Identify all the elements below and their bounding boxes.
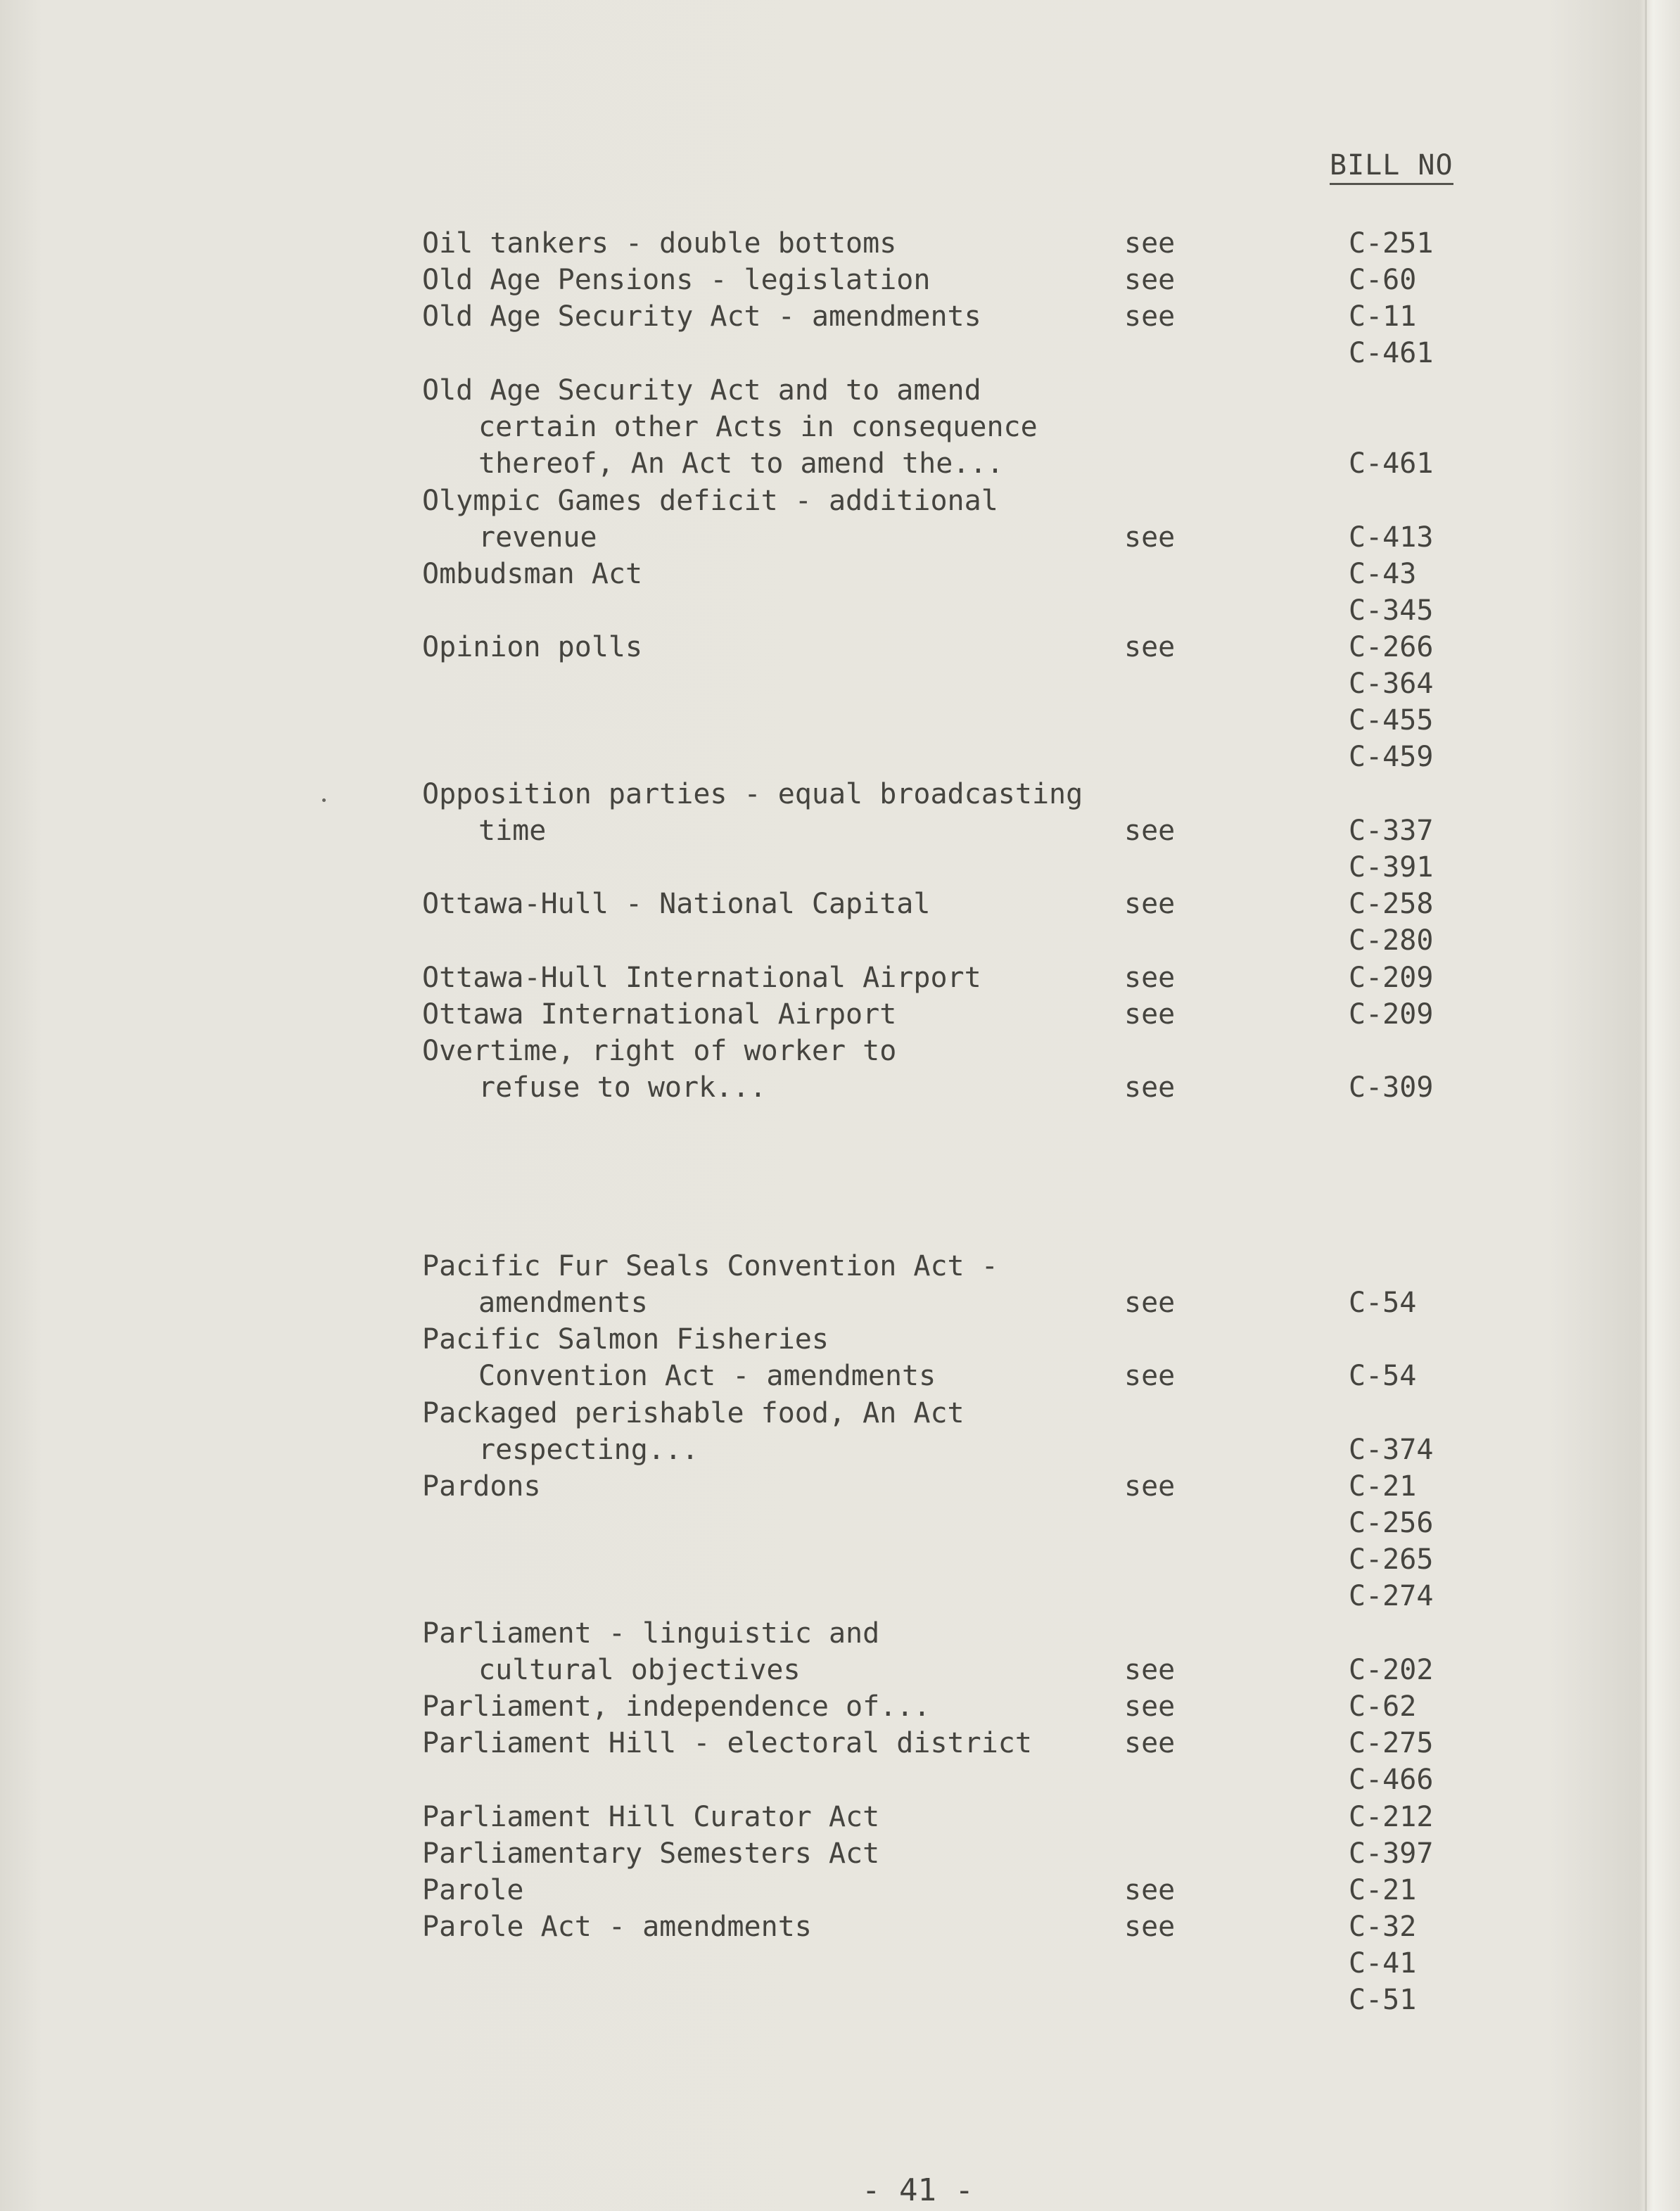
- index-entry: [0, 665, 1680, 702]
- entry-bill-number: C-461: [1349, 337, 1434, 369]
- entry-see-reference: see: [1124, 888, 1176, 920]
- entry-bill-number: C-274: [1349, 1580, 1434, 1612]
- index-entry: [0, 739, 1680, 775]
- index-entry: [0, 262, 1680, 298]
- entry-subject: Olympic Games deficit - additional: [422, 485, 998, 517]
- entry-bill-number: C-251: [1349, 227, 1434, 260]
- entry-subject: amendments: [478, 1287, 648, 1319]
- entry-see-reference: see: [1124, 1071, 1176, 1104]
- index-entry: [0, 1395, 1680, 1432]
- entry-bill-number: C-455: [1349, 704, 1434, 737]
- index-entry: [0, 1725, 1680, 1761]
- index-entry: [0, 1835, 1680, 1872]
- index-entry: [0, 1945, 1680, 1982]
- index-entry: [0, 225, 1680, 262]
- entry-see-reference: see: [1124, 631, 1176, 663]
- index-entry: [0, 1468, 1680, 1505]
- entry-subject: Ombudsman Act: [422, 558, 643, 590]
- entry-see-reference: see: [1124, 1874, 1176, 1906]
- entry-bill-number: C-209: [1349, 998, 1434, 1031]
- entry-subject: Old Age Pensions - legislation: [422, 264, 931, 296]
- index-entry: [0, 776, 1680, 813]
- entry-bill-number: C-413: [1349, 521, 1434, 554]
- entry-bill-number: C-391: [1349, 851, 1434, 884]
- entry-see-reference: see: [1124, 1470, 1176, 1503]
- entry-subject: Ottawa International Airport: [422, 998, 897, 1031]
- entry-see-reference: see: [1124, 1287, 1176, 1319]
- entry-bill-number: C-32: [1349, 1911, 1417, 1943]
- index-entry: [0, 1799, 1680, 1835]
- entry-see-reference: see: [1124, 264, 1176, 296]
- entry-bill-number: C-54: [1349, 1287, 1417, 1319]
- entry-see-reference: see: [1124, 1654, 1176, 1686]
- entry-bill-number: C-461: [1349, 447, 1434, 480]
- entry-bill-number: C-202: [1349, 1654, 1434, 1686]
- entry-bill-number: C-43: [1349, 558, 1417, 590]
- index-entry: [0, 1033, 1680, 1069]
- entry-subject: Opinion polls: [422, 631, 643, 663]
- entry-bill-number: C-275: [1349, 1727, 1434, 1759]
- entry-bill-number: C-397: [1349, 1837, 1434, 1870]
- index-entry: [0, 1321, 1680, 1358]
- entry-subject: Parliament Hill Curator Act: [422, 1801, 880, 1833]
- entry-subject: Parliament - linguistic and: [422, 1617, 880, 1650]
- entry-bill-number: C-256: [1349, 1507, 1434, 1539]
- entry-subject: Parole Act - amendments: [422, 1911, 812, 1943]
- entry-subject: Packaged perishable food, An Act: [422, 1397, 965, 1429]
- entry-bill-number: C-364: [1349, 668, 1434, 700]
- entry-subject: cultural objectives: [478, 1654, 801, 1686]
- entry-bill-number: C-309: [1349, 1071, 1434, 1104]
- entry-subject: certain other Acts in consequence: [478, 411, 1038, 443]
- entry-subject: Old Age Security Act and to amend: [422, 374, 981, 407]
- entry-bill-number: C-266: [1349, 631, 1434, 663]
- entry-see-reference: see: [1124, 300, 1176, 333]
- page-number: - 41 -: [862, 2172, 974, 2208]
- entry-subject: Pacific Fur Seals Convention Act -: [422, 1250, 998, 1282]
- entry-see-reference: see: [1124, 815, 1176, 847]
- index-entry: [0, 372, 1680, 409]
- index-entry: [0, 1541, 1680, 1578]
- entry-bill-number: C-209: [1349, 962, 1434, 994]
- index-entry: [0, 519, 1680, 556]
- entry-bill-number: C-258: [1349, 888, 1434, 920]
- index-entry: [0, 335, 1680, 371]
- index-entry: [0, 445, 1680, 482]
- entry-see-reference: see: [1124, 1727, 1176, 1759]
- index-entry: [0, 298, 1680, 335]
- index-entry: [0, 592, 1680, 629]
- index-entry: [0, 960, 1680, 996]
- index-entry: [0, 1248, 1680, 1285]
- entry-subject: Parliament Hill - electoral district: [422, 1727, 1032, 1759]
- entry-bill-number: C-466: [1349, 1764, 1434, 1796]
- index-entry: [0, 1432, 1680, 1468]
- entry-subject: Oil tankers - double bottoms: [422, 227, 897, 260]
- entry-bill-number: C-345: [1349, 594, 1434, 627]
- entry-bill-number: C-11: [1349, 300, 1417, 333]
- entry-bill-number: C-280: [1349, 924, 1434, 957]
- entry-subject: Parliament, independence of...: [422, 1690, 931, 1723]
- entry-see-reference: see: [1124, 998, 1176, 1031]
- index-entry: [0, 702, 1680, 739]
- index-entry: [0, 922, 1680, 959]
- entry-bill-number: C-459: [1349, 741, 1434, 773]
- entry-bill-number: C-337: [1349, 815, 1434, 847]
- entry-subject: Pacific Salmon Fisheries: [422, 1323, 829, 1356]
- index-entry: [0, 849, 1680, 886]
- entry-subject: Old Age Security Act - amendments: [422, 300, 981, 333]
- index-entry: [0, 1069, 1680, 1106]
- index-entry: [0, 1909, 1680, 1945]
- entry-see-reference: see: [1124, 1911, 1176, 1943]
- entry-bill-number: C-51: [1349, 1984, 1417, 2016]
- entry-bill-number: C-21: [1349, 1874, 1417, 1906]
- index-entry: [0, 813, 1680, 849]
- entry-subject: thereof, An Act to amend the...: [478, 447, 1004, 480]
- entry-subject: time: [478, 815, 547, 847]
- index-entry: [0, 1688, 1680, 1725]
- entry-see-reference: see: [1124, 227, 1176, 260]
- entry-subject: Pardons: [422, 1470, 541, 1503]
- index-entry: [0, 1982, 1680, 2018]
- index-entry: [0, 409, 1680, 445]
- entry-see-reference: see: [1124, 962, 1176, 994]
- entry-bill-number: C-60: [1349, 264, 1417, 296]
- entry-bill-number: C-62: [1349, 1690, 1417, 1723]
- entry-see-reference: see: [1124, 1690, 1176, 1723]
- entry-subject: revenue: [478, 521, 597, 554]
- index-entry: [0, 1652, 1680, 1688]
- index-entry: [0, 556, 1680, 592]
- entry-subject: Ottawa-Hull International Airport: [422, 962, 981, 994]
- index-entry: [0, 1285, 1680, 1321]
- entry-subject: refuse to work...: [478, 1071, 767, 1104]
- index-entry: [0, 1872, 1680, 1909]
- entry-subject: respecting...: [478, 1434, 699, 1466]
- stray-mark: [322, 798, 326, 802]
- entry-bill-number: C-41: [1349, 1947, 1417, 1980]
- index-entry: [0, 886, 1680, 922]
- index-entry: [0, 996, 1680, 1033]
- index-entry: [0, 1578, 1680, 1614]
- entry-subject: Parliamentary Semesters Act: [422, 1837, 880, 1870]
- entry-bill-number: C-54: [1349, 1360, 1417, 1392]
- index-entry: [0, 629, 1680, 665]
- bill-no-header: BILL NO: [1330, 149, 1453, 185]
- entry-subject: Ottawa-Hull - National Capital: [422, 888, 931, 920]
- entry-see-reference: see: [1124, 521, 1176, 554]
- entry-subject: Parole: [422, 1874, 524, 1906]
- entry-subject: Opposition parties - equal broadcasting: [422, 778, 1083, 810]
- entry-bill-number: C-374: [1349, 1434, 1434, 1466]
- entry-bill-number: C-212: [1349, 1801, 1434, 1833]
- index-entry: [0, 1505, 1680, 1541]
- index-entry: [0, 1358, 1680, 1394]
- entry-bill-number: C-265: [1349, 1543, 1434, 1576]
- entry-subject: Overtime, right of worker to: [422, 1035, 897, 1067]
- index-entry: [0, 1761, 1680, 1798]
- index-entry: [0, 1615, 1680, 1652]
- entry-bill-number: C-21: [1349, 1470, 1417, 1503]
- entry-see-reference: see: [1124, 1360, 1176, 1392]
- entry-subject: Convention Act - amendments: [478, 1360, 936, 1392]
- index-entry: [0, 483, 1680, 519]
